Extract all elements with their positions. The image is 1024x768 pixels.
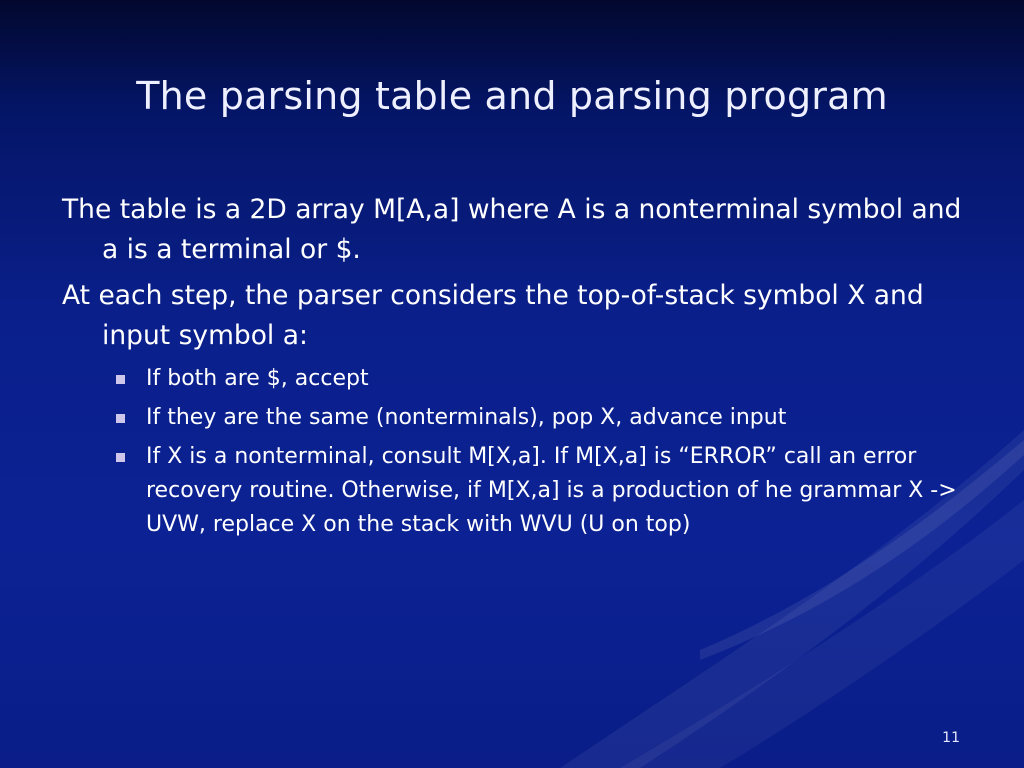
sub-bullet-text: If both are $, accept: [146, 366, 369, 391]
paragraph-table-definition: The table is a 2D array M[A,a] where A is a nonterminal symbol and a is a terminal or $.: [62, 194, 962, 265]
page-number: 11: [942, 730, 960, 746]
square-bullet-icon: [116, 375, 125, 384]
square-bullet-icon: [116, 453, 125, 462]
sub-bullet-pop: [114, 401, 972, 435]
paragraph-parser-step: At each step, the parser considers the top-of-stack symbol X and input symbol a:: [62, 280, 924, 351]
slide-title: The parsing table and parsing program: [136, 74, 888, 118]
sub-bullet-text: If they are the same (nonterminals), pop X, advance input: [146, 405, 787, 430]
sub-bullet-accept: [114, 362, 972, 396]
sub-bullet-list: [62, 362, 972, 542]
sub-bullet-consult: [114, 440, 972, 542]
square-bullet-icon: [116, 414, 125, 423]
sub-bullet-text: If X is a nonterminal, consult M[X,a]. If M[X,a] is “ERROR” call an error recovery routine. Otherwise, if M[X,a] is a production of he grammar X -> UVW, replace X on the stack with WVU (U on top): [146, 444, 957, 537]
slide-body: [62, 190, 972, 547]
